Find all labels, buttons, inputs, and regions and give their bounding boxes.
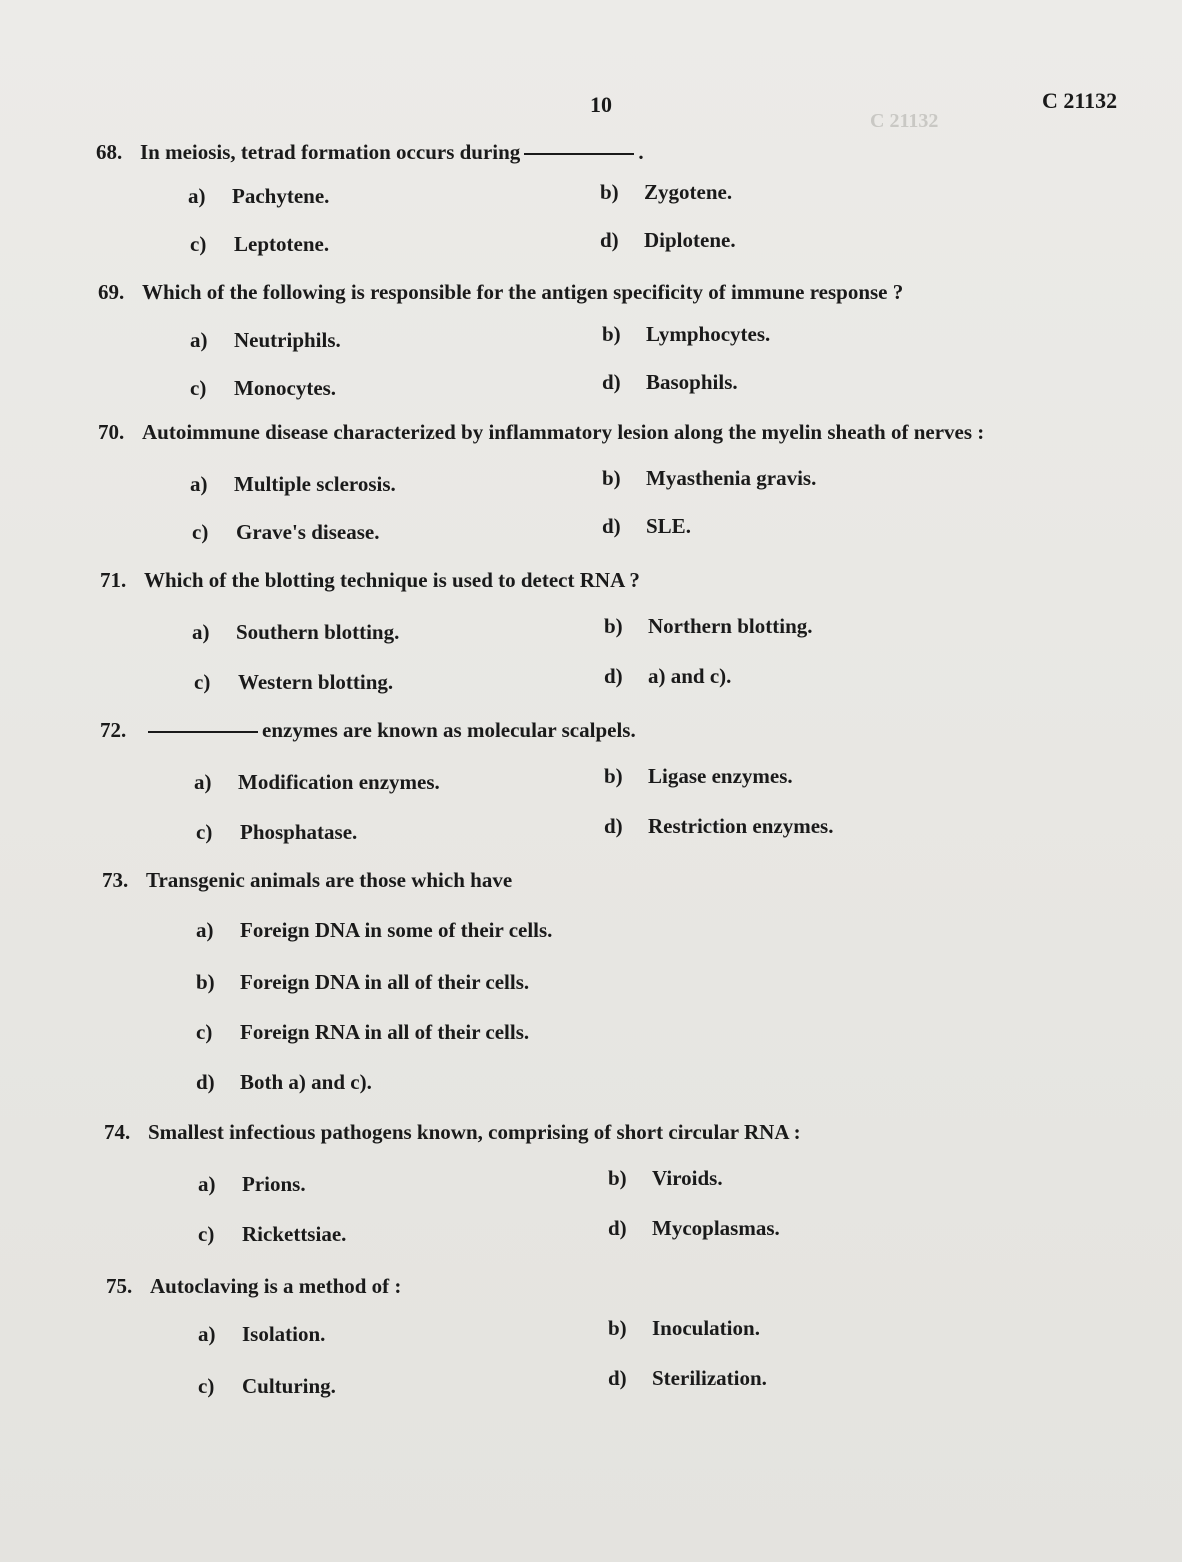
option-d: d) Sterilization. xyxy=(608,1366,767,1390)
option-d: d) Diplotene. xyxy=(600,228,736,252)
question-number: 70. xyxy=(98,420,125,444)
option-a: a) Pachytene. xyxy=(188,184,330,208)
option-a: a) Isolation. xyxy=(198,1322,326,1346)
option-c: c) Leptotene. xyxy=(190,232,330,256)
question-72 xyxy=(100,718,636,743)
question-71 xyxy=(100,568,640,593)
question-number: 75. xyxy=(106,1274,133,1298)
question-text: Smallest infectious pathogens known, comprising of short circular RNA : xyxy=(148,1120,801,1144)
option-a: a) Foreign DNA in some of their cells. xyxy=(196,918,553,942)
question-74 xyxy=(104,1120,801,1145)
option-b: b) Ligase enzymes. xyxy=(604,764,793,788)
question-number: 71. xyxy=(100,568,127,592)
option-b: b) Foreign DNA in all of their cells. xyxy=(196,970,530,994)
page-number: 10 xyxy=(590,92,612,117)
option-a: a) Multiple sclerosis. xyxy=(190,472,396,496)
question-text: Which of the blotting technique is used to detect RNA ? xyxy=(144,568,640,592)
question-number: 73. xyxy=(102,868,129,892)
option-d: d) SLE. xyxy=(602,514,691,538)
question-number: 68. xyxy=(96,140,123,164)
option-b: b) Northern blotting. xyxy=(604,614,813,638)
paper-code: C 21132 xyxy=(1042,88,1118,113)
question-text: enzymes are known as molecular scalpels. xyxy=(262,718,636,742)
option-c: c) Culturing. xyxy=(198,1374,336,1398)
answer-blank xyxy=(148,731,258,733)
question-69 xyxy=(98,280,903,305)
option-b: b) Zygotene. xyxy=(600,180,733,204)
option-b: b) Myasthenia gravis. xyxy=(602,466,817,490)
option-d: d) Mycoplasmas. xyxy=(608,1216,780,1240)
option-c: c) Western blotting. xyxy=(194,670,394,694)
option-c: c) Rickettsiae. xyxy=(198,1222,347,1246)
option-c: c) Phosphatase. xyxy=(196,820,358,844)
question-text: Autoclaving is a method of : xyxy=(150,1274,402,1298)
option-d: d) Restriction enzymes. xyxy=(604,814,834,838)
option-c: c) Foreign RNA in all of their cells. xyxy=(196,1020,530,1044)
option-a: a) Prions. xyxy=(198,1172,306,1196)
question-text: Transgenic animals are those which have xyxy=(146,868,513,892)
option-b: b) Viroids. xyxy=(608,1166,723,1190)
option-b: b) Lymphocytes. xyxy=(602,322,771,346)
question-73 xyxy=(102,868,512,893)
question-68: 68. In meiosis, tetrad formation occurs during . xyxy=(96,140,644,164)
option-d: d) Basophils. xyxy=(602,370,738,394)
option-a: a) Southern blotting. xyxy=(192,620,400,644)
option-b: b) Inoculation. xyxy=(608,1316,760,1340)
question-number: 74. xyxy=(104,1120,131,1144)
question-75 xyxy=(106,1274,401,1299)
question-text: Which of the following is responsible for the antigen specificity of immune response ? xyxy=(142,280,904,304)
option-d: d) a) and c). xyxy=(604,664,732,688)
question-number: 72. xyxy=(100,718,127,742)
question-number: 69. xyxy=(98,280,125,304)
question-text: Autoimmune disease characterized by inflammatory lesion along the myelin sheath of nerves : xyxy=(142,420,985,444)
question-70 xyxy=(98,420,984,445)
option-d: d) Both a) and c). xyxy=(196,1070,372,1094)
answer-blank xyxy=(524,153,634,155)
question-text: In meiosis, tetrad formation occurs during xyxy=(140,140,521,164)
option-a: a) Neutriphils. xyxy=(190,328,341,352)
bleed-through-text: C 21132 xyxy=(870,110,939,132)
option-a: a) Modification enzymes. xyxy=(194,770,440,794)
option-c: c) Grave's disease. xyxy=(192,520,380,544)
option-c: c) Monocytes. xyxy=(190,376,337,400)
